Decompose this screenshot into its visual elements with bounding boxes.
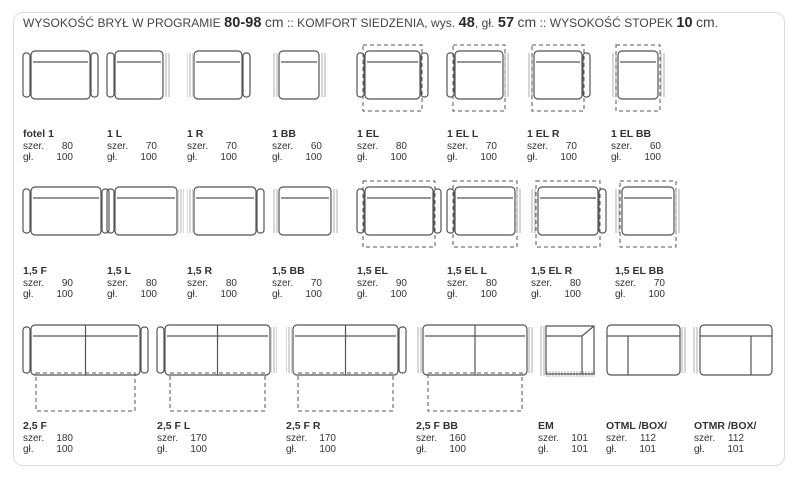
sofa-arm bbox=[23, 327, 30, 373]
depth-label: gł. bbox=[447, 289, 458, 300]
depth-value: 100 bbox=[56, 289, 73, 300]
depth-label: gł. bbox=[107, 152, 118, 163]
extension-dashed bbox=[36, 373, 135, 411]
width-label: szer. bbox=[107, 141, 129, 152]
module-name: 1,5 EL BB bbox=[615, 265, 664, 277]
width-label: szer. bbox=[23, 278, 45, 289]
module-spec bbox=[611, 129, 707, 163]
depth-label: gł. bbox=[531, 289, 542, 300]
depth-row bbox=[615, 289, 711, 300]
depth-label: gł. bbox=[157, 444, 168, 455]
depth-value: 100 bbox=[220, 289, 237, 300]
sofa-seat bbox=[534, 51, 582, 99]
depth-label: gł. bbox=[23, 289, 34, 300]
width-row bbox=[447, 278, 543, 289]
width-row bbox=[531, 278, 627, 289]
module-spec bbox=[615, 266, 711, 300]
module-spec bbox=[447, 266, 543, 300]
width-value: 170 bbox=[319, 433, 336, 444]
sofa-seat bbox=[365, 187, 433, 235]
sofa-seat bbox=[455, 51, 503, 99]
width-label: szer. bbox=[187, 278, 209, 289]
depth-label: gł. bbox=[615, 289, 626, 300]
corner-seat bbox=[546, 326, 594, 374]
open-side-hatch bbox=[675, 189, 681, 233]
sofa-seat bbox=[31, 187, 101, 235]
sofa-seat bbox=[194, 51, 242, 99]
extension-dashed bbox=[453, 45, 505, 111]
open-side-hatch bbox=[272, 189, 278, 233]
open-side-hatch bbox=[528, 327, 534, 373]
depth-row bbox=[187, 152, 283, 163]
sofa-seat bbox=[618, 51, 658, 99]
sofa-arm bbox=[399, 327, 406, 373]
corner-back bbox=[546, 326, 594, 336]
module-name: 2,5 F L bbox=[157, 420, 191, 432]
module-name: 1,5 R bbox=[187, 265, 213, 277]
width-label: szer. bbox=[531, 278, 553, 289]
module-name: 2,5 F R bbox=[286, 420, 321, 432]
width-value: 112 bbox=[640, 433, 656, 444]
seat-height: 48 bbox=[458, 15, 475, 31]
depth-row bbox=[357, 152, 453, 163]
sofa-seat bbox=[115, 187, 177, 235]
extension-dashed bbox=[536, 181, 600, 247]
width-value: 80 bbox=[395, 141, 407, 152]
width-value: 60 bbox=[310, 141, 322, 152]
width-label: szer. bbox=[527, 141, 549, 152]
width-value: 80 bbox=[225, 278, 237, 289]
module-name: OTML /BOX/ bbox=[606, 420, 668, 432]
header-text-2: :: KOMFORT SIEDZENIA, wys. bbox=[283, 16, 459, 30]
width-label: szer. bbox=[107, 278, 129, 289]
depth-label: gł. bbox=[527, 152, 538, 163]
module-name: 1,5 EL R bbox=[531, 265, 573, 277]
sofa-arm bbox=[102, 189, 109, 233]
width-row bbox=[694, 433, 790, 444]
open-side-hatch bbox=[504, 53, 510, 97]
depth-label: gł. bbox=[447, 152, 458, 163]
width-label: szer. bbox=[357, 141, 379, 152]
module-name: 1,5 EL L bbox=[447, 265, 488, 277]
module-name: EM bbox=[538, 420, 554, 432]
extension-dashed bbox=[298, 373, 393, 411]
width-row bbox=[23, 141, 119, 152]
module-name: OTMR /BOX/ bbox=[694, 420, 757, 432]
width-value: 80 bbox=[61, 141, 73, 152]
width-label: szer. bbox=[538, 433, 560, 444]
width-row bbox=[611, 141, 707, 152]
depth-label: gł. bbox=[187, 289, 198, 300]
depth-row bbox=[23, 152, 119, 163]
open-side-hatch bbox=[187, 53, 193, 97]
depth-row bbox=[272, 152, 368, 163]
sofa-arm bbox=[141, 327, 148, 373]
sofa-seat bbox=[115, 51, 163, 99]
depth-value: 100 bbox=[560, 152, 577, 163]
depth-row bbox=[286, 444, 382, 455]
width-row bbox=[286, 433, 382, 444]
sofa-seat bbox=[279, 51, 319, 99]
unit-2: cm bbox=[517, 14, 537, 30]
sofa-seat bbox=[365, 51, 420, 99]
width-value: 160 bbox=[449, 433, 466, 444]
module-name: 1,5 L bbox=[107, 265, 131, 277]
width-label: szer. bbox=[606, 433, 628, 444]
width-label: szer. bbox=[187, 141, 209, 152]
sofa-seat bbox=[622, 187, 674, 235]
depth-value: 100 bbox=[644, 152, 661, 163]
open-side-hatch bbox=[540, 326, 546, 376]
width-label: szer. bbox=[23, 433, 45, 444]
module-name: 1 EL BB bbox=[611, 128, 652, 140]
module-spec bbox=[23, 266, 119, 300]
module-name: 1 EL bbox=[357, 128, 380, 140]
extension-dashed bbox=[428, 373, 522, 411]
depth-row bbox=[272, 289, 368, 300]
width-label: szer. bbox=[286, 433, 308, 444]
depth-value: 100 bbox=[480, 289, 497, 300]
feet-height: 10 bbox=[676, 15, 693, 31]
module-name: 2,5 F BB bbox=[416, 420, 459, 432]
width-value: 112 bbox=[728, 433, 744, 444]
width-row bbox=[157, 433, 253, 444]
depth-value: 100 bbox=[449, 444, 466, 455]
width-row bbox=[606, 433, 702, 444]
width-row bbox=[187, 278, 283, 289]
module-spec bbox=[187, 129, 283, 163]
width-value: 70 bbox=[565, 141, 577, 152]
extension-dashed bbox=[453, 181, 517, 247]
width-value: 180 bbox=[56, 433, 73, 444]
depth-label: gł. bbox=[23, 444, 34, 455]
depth-value: 100 bbox=[220, 152, 237, 163]
width-row bbox=[272, 141, 368, 152]
module-spec bbox=[23, 421, 119, 455]
depth-value: 101 bbox=[727, 444, 744, 455]
width-row bbox=[272, 278, 368, 289]
module-spec bbox=[357, 266, 453, 300]
header-text-3: , gł. bbox=[474, 16, 498, 30]
depth-value: 100 bbox=[190, 444, 207, 455]
width-label: szer. bbox=[615, 278, 637, 289]
depth-row bbox=[157, 444, 253, 455]
module-name: 1,5 BB bbox=[272, 265, 305, 277]
module-spec bbox=[416, 421, 512, 455]
open-side-hatch bbox=[272, 53, 278, 97]
module-name: 1 EL L bbox=[447, 128, 479, 140]
width-label: szer. bbox=[157, 433, 179, 444]
sofa-seat bbox=[279, 187, 331, 235]
sofa-arm bbox=[23, 189, 30, 233]
module-name: 1 EL R bbox=[527, 128, 560, 140]
depth-label: gł. bbox=[538, 444, 549, 455]
width-label: szer. bbox=[694, 433, 716, 444]
open-side-hatch bbox=[516, 189, 522, 233]
depth-value: 100 bbox=[56, 152, 73, 163]
module-spec bbox=[286, 421, 382, 455]
width-value: 170 bbox=[190, 433, 207, 444]
depth-value: 100 bbox=[390, 289, 407, 300]
width-label: szer. bbox=[272, 141, 294, 152]
extension-dashed bbox=[363, 45, 422, 111]
open-side-hatch bbox=[178, 189, 184, 233]
depth-row bbox=[606, 444, 702, 455]
module-spec bbox=[527, 129, 623, 163]
width-value: 70 bbox=[145, 141, 157, 152]
width-value: 70 bbox=[485, 141, 497, 152]
ottoman-box bbox=[607, 325, 680, 375]
height-range: 80-98 bbox=[224, 15, 262, 31]
module-spec bbox=[272, 266, 368, 300]
width-label: szer. bbox=[357, 278, 379, 289]
width-row bbox=[357, 141, 453, 152]
depth-label: gł. bbox=[357, 289, 368, 300]
width-label: szer. bbox=[416, 433, 438, 444]
depth-label: gł. bbox=[107, 289, 118, 300]
width-row bbox=[187, 141, 283, 152]
module-spec bbox=[606, 421, 702, 455]
depth-value: 100 bbox=[305, 289, 322, 300]
depth-label: gł. bbox=[272, 289, 283, 300]
width-value: 70 bbox=[653, 278, 665, 289]
module-spec bbox=[187, 266, 283, 300]
sofa-arm bbox=[243, 53, 250, 97]
depth-value: 101 bbox=[571, 444, 588, 455]
module-spec bbox=[357, 129, 453, 163]
module-spec bbox=[23, 129, 119, 163]
depth-label: gł. bbox=[357, 152, 368, 163]
module-spec bbox=[157, 421, 253, 455]
depth-row bbox=[611, 152, 707, 163]
width-label: szer. bbox=[272, 278, 294, 289]
unit-3: cm bbox=[696, 14, 715, 30]
width-label: szer. bbox=[611, 141, 633, 152]
module-name: 1 L bbox=[107, 128, 123, 140]
module-spec bbox=[694, 421, 790, 455]
sofa-seat bbox=[455, 187, 515, 235]
open-side-hatch bbox=[681, 327, 687, 373]
depth-label: gł. bbox=[187, 152, 198, 163]
width-row bbox=[527, 141, 623, 152]
sofa-arm bbox=[107, 189, 114, 233]
width-value: 70 bbox=[225, 141, 237, 152]
header-text-1: WYSOKOŚĆ BRYŁ W PROGRAMIE bbox=[23, 16, 225, 30]
extension-dashed bbox=[532, 45, 584, 111]
width-value: 80 bbox=[569, 278, 581, 289]
depth-value: 100 bbox=[390, 152, 407, 163]
open-side-hatch bbox=[286, 327, 292, 373]
module-name: 1 R bbox=[187, 128, 204, 140]
open-side-hatch bbox=[332, 189, 338, 233]
header-text-4: :: WYSOKOŚĆ STOPEK bbox=[536, 16, 677, 30]
extension-dashed bbox=[620, 181, 676, 247]
module-name: fotel 1 bbox=[23, 128, 54, 140]
depth-row bbox=[694, 444, 790, 455]
open-side-hatch bbox=[164, 53, 170, 97]
width-label: szer. bbox=[23, 141, 45, 152]
width-value: 80 bbox=[485, 278, 497, 289]
depth-row bbox=[23, 444, 119, 455]
depth-value: 100 bbox=[56, 444, 73, 455]
width-value: 101 bbox=[571, 433, 588, 444]
depth-label: gł. bbox=[272, 152, 283, 163]
width-row bbox=[416, 433, 512, 444]
sofa-arm bbox=[107, 53, 114, 97]
extension-dashed bbox=[363, 181, 435, 247]
depth-value: 100 bbox=[319, 444, 336, 455]
depth-value: 100 bbox=[140, 289, 157, 300]
depth-value: 100 bbox=[140, 152, 157, 163]
sofa-arm bbox=[91, 53, 98, 97]
depth-label: gł. bbox=[416, 444, 427, 455]
sofa-seat bbox=[194, 187, 256, 235]
depth-label: gł. bbox=[606, 444, 617, 455]
width-label: szer. bbox=[447, 141, 469, 152]
depth-row bbox=[527, 152, 623, 163]
open-side-hatch bbox=[187, 189, 193, 233]
depth-value: 100 bbox=[480, 152, 497, 163]
depth-value: 101 bbox=[639, 444, 656, 455]
module-spec bbox=[531, 266, 627, 300]
header-line: WYSOKOŚĆ BRYŁ W PROGRAMIE 80-98 cm :: KOMFORT SIEDZENIA, wys. 48, gł. 57 cm :: WYSOKOŚĆ STOPEK 10 cm. bbox=[23, 14, 719, 31]
depth-label: gł. bbox=[286, 444, 297, 455]
width-value: 80 bbox=[145, 278, 157, 289]
depth-row bbox=[187, 289, 283, 300]
width-row bbox=[23, 433, 119, 444]
ottoman-back bbox=[607, 336, 680, 375]
module-name: 2,5 F bbox=[23, 420, 47, 432]
width-value: 90 bbox=[61, 278, 73, 289]
width-value: 70 bbox=[310, 278, 322, 289]
open-side-hatch bbox=[693, 327, 699, 373]
extension-dashed bbox=[616, 45, 660, 111]
sofa-arm bbox=[157, 327, 164, 373]
open-side-hatch bbox=[271, 327, 277, 373]
depth-row bbox=[23, 289, 119, 300]
depth-label: gł. bbox=[611, 152, 622, 163]
module-name: 1,5 EL bbox=[357, 265, 388, 277]
depth-row bbox=[357, 289, 453, 300]
width-row bbox=[357, 278, 453, 289]
depth-label: gł. bbox=[694, 444, 705, 455]
depth-row bbox=[447, 289, 543, 300]
depth-value: 100 bbox=[648, 289, 665, 300]
open-side-hatch bbox=[320, 53, 326, 97]
width-value: 60 bbox=[649, 141, 661, 152]
depth-value: 100 bbox=[305, 152, 322, 163]
extension-dashed bbox=[170, 373, 265, 411]
depth-label: gł. bbox=[23, 152, 34, 163]
module-name: 1,5 F bbox=[23, 265, 47, 277]
depth-row bbox=[416, 444, 512, 455]
width-label: szer. bbox=[447, 278, 469, 289]
sofa-seat bbox=[31, 51, 90, 99]
sofa-seat bbox=[538, 187, 598, 235]
width-value: 90 bbox=[395, 278, 407, 289]
sofa-arm bbox=[257, 189, 264, 233]
width-row bbox=[23, 278, 119, 289]
seat-depth: 57 bbox=[497, 15, 515, 31]
module-name: 1 BB bbox=[272, 128, 296, 140]
unit-1: cm bbox=[264, 14, 284, 30]
ottoman-box bbox=[700, 325, 772, 375]
open-side-hatch bbox=[416, 327, 422, 373]
depth-row bbox=[531, 289, 627, 300]
depth-value: 100 bbox=[564, 289, 581, 300]
module-spec bbox=[272, 129, 368, 163]
ottoman-back bbox=[700, 336, 772, 375]
sofa-arm bbox=[23, 53, 30, 97]
width-row bbox=[615, 278, 711, 289]
open-side-hatch bbox=[659, 53, 665, 97]
